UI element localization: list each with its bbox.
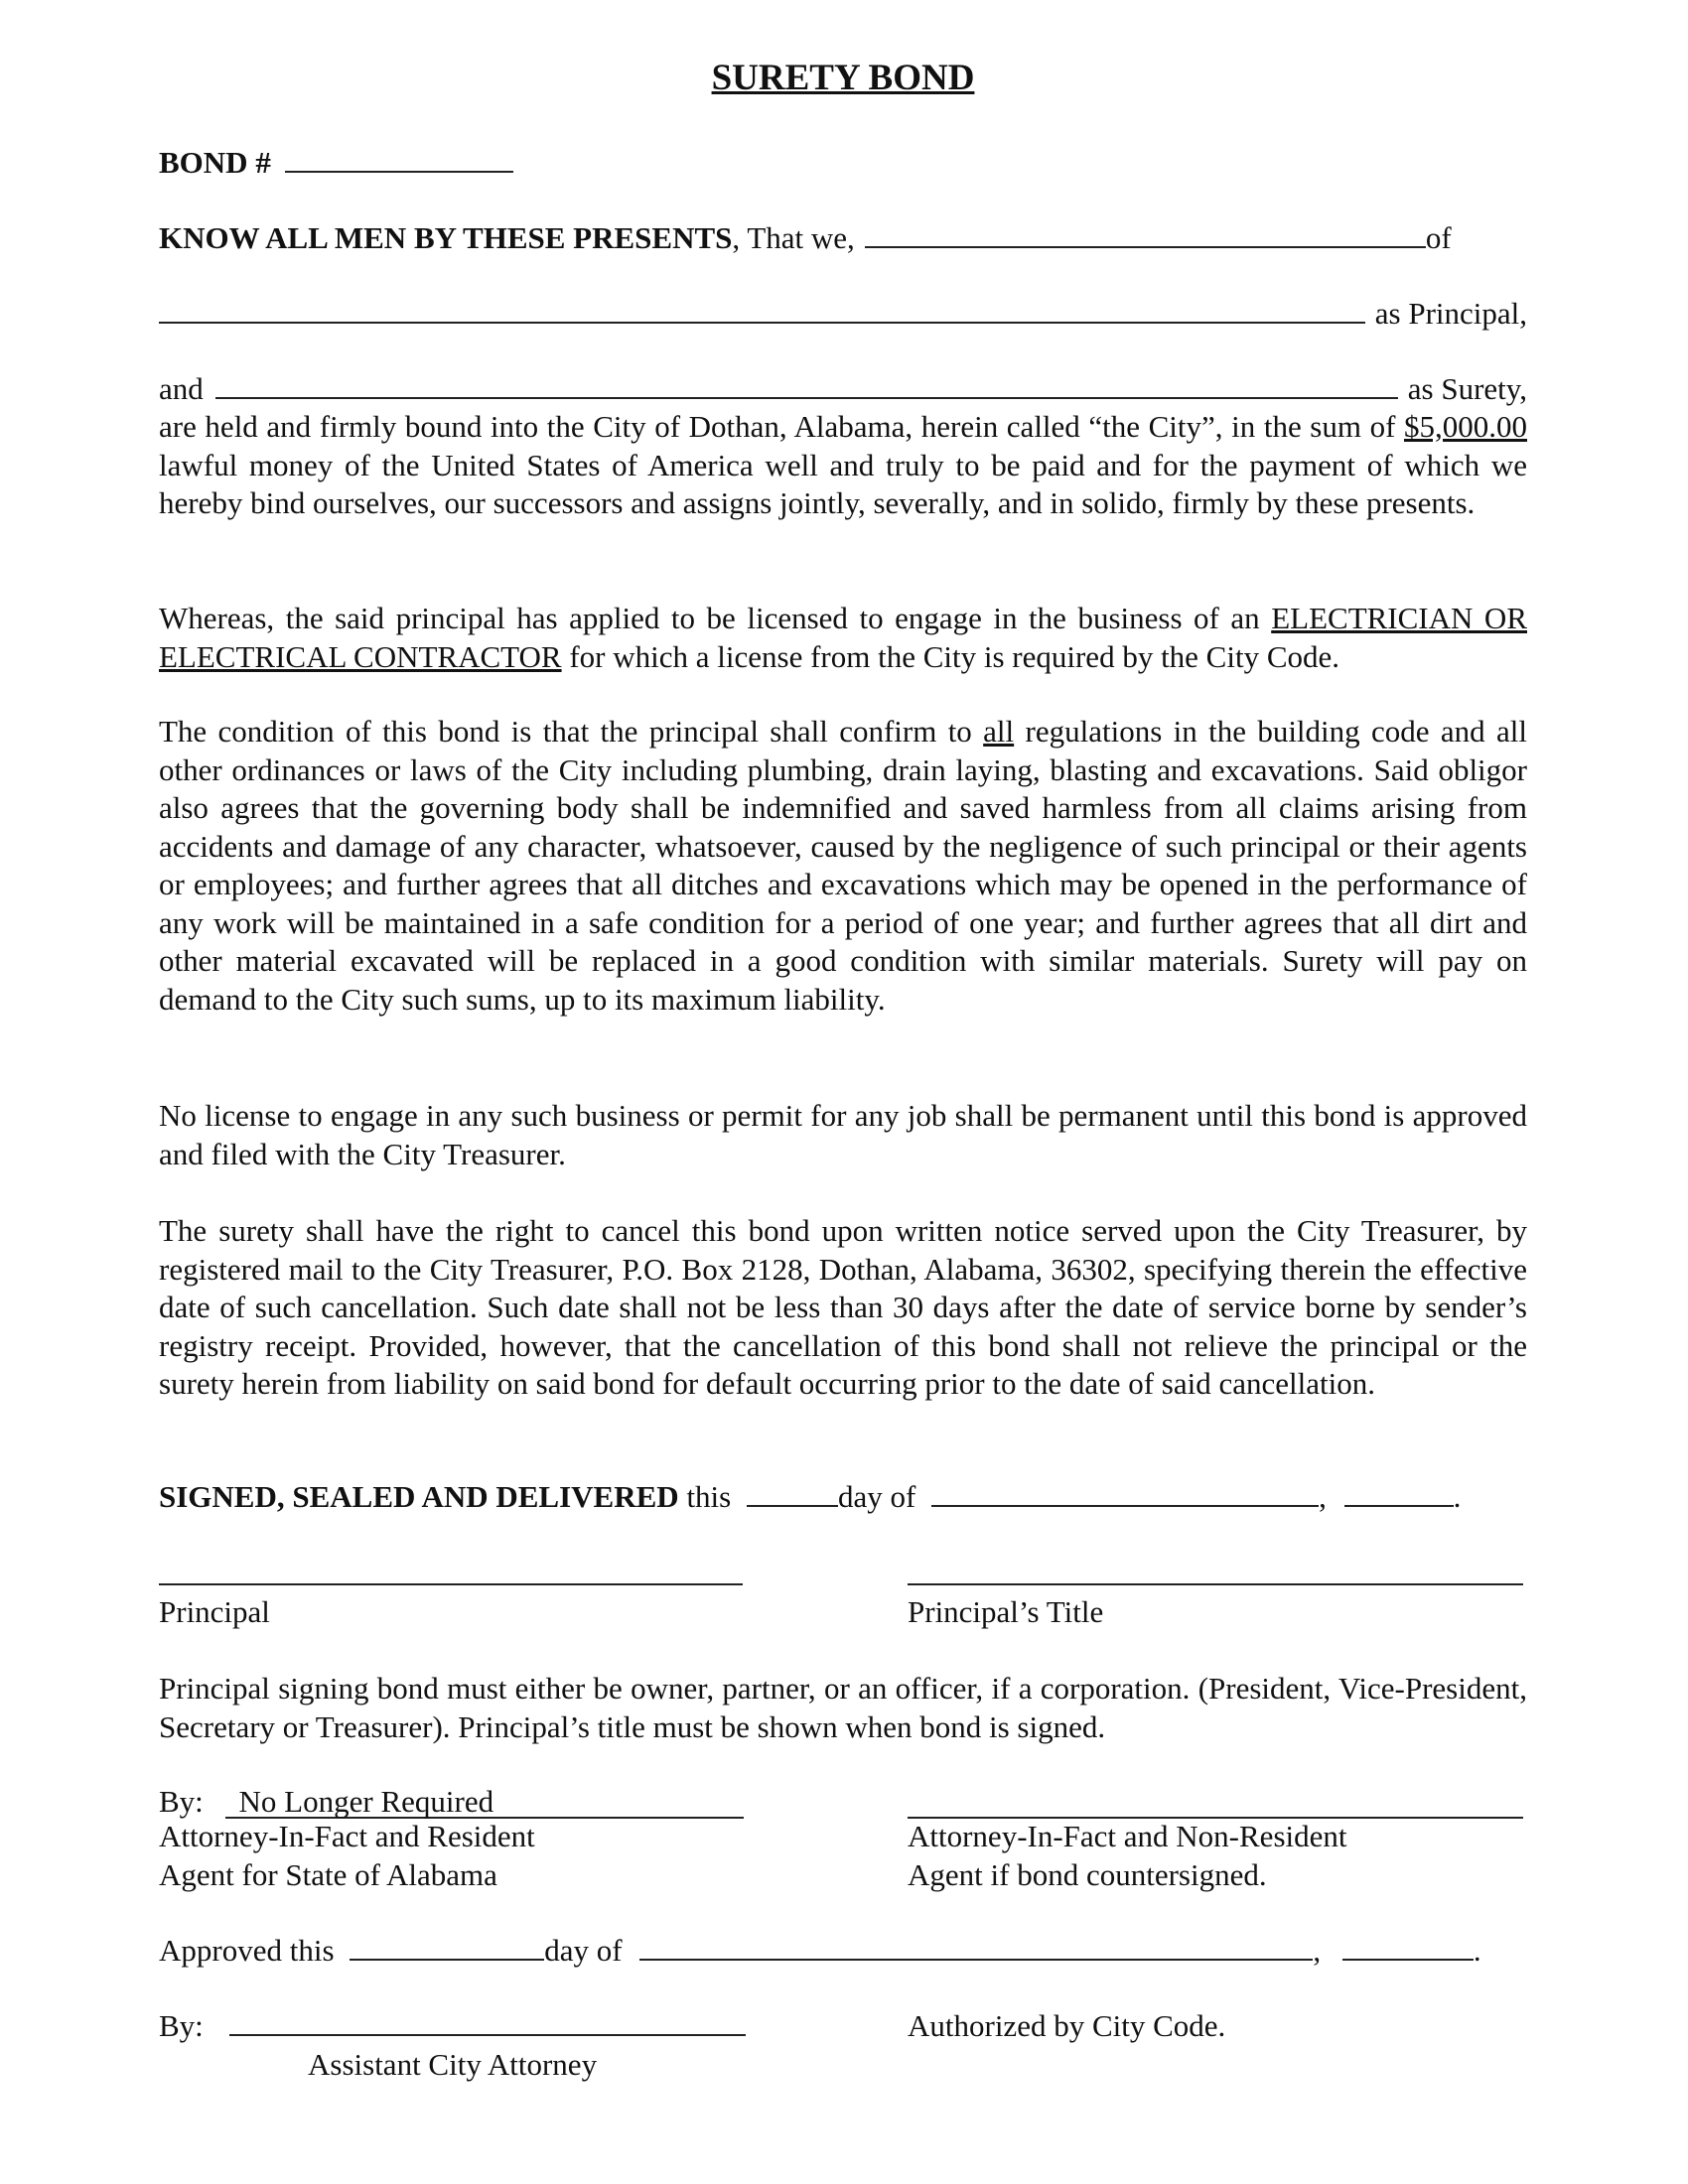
signed-row (159, 1478, 1527, 1517)
approved-comma: , (1313, 1933, 1322, 1968)
principal-name-field[interactable] (865, 245, 1426, 248)
signed-this: this (686, 1479, 732, 1514)
signed-heading: SIGNED, SEALED AND DELIVERED (159, 1479, 679, 1514)
signed-comma: , (1319, 1479, 1327, 1514)
principal-signature-line[interactable] (159, 1583, 743, 1585)
as-surety-text: as Surety, (1407, 371, 1527, 406)
assistant-city-attorney-label: Assistant City Attorney (308, 2047, 598, 2082)
bound-text-rest: lawful money of the United States of America well and truly to be paid and for the payment of which we hereby bind ourselves, our successors and assigns jointly, severally, and in solido, firmly by these presents. (159, 447, 1527, 520)
principal-note-paragraph: Principal signing bond must either be owner, partner, or an officer, if a corporation. (President, Vice-President, Secretary or Treasurer). Principal’s title must be shown when bond is signed. (159, 1671, 1527, 1744)
condition-text: The condition of this bond is that the principal shall confirm to (159, 714, 972, 749)
bond-number-label: BOND # (159, 145, 271, 180)
by-resident-row (159, 1783, 744, 1822)
whereas-text-end: for which a license from the City is required by the City Code. (569, 638, 1340, 674)
signed-period: . (1453, 1479, 1462, 1514)
signed-day-field[interactable] (747, 1504, 838, 1507)
resident-line1: Attorney-In-Fact and Resident (159, 1819, 535, 1853)
by-label: By: (159, 1784, 204, 1819)
bond-number-field[interactable] (285, 170, 513, 173)
approved-day-field[interactable] (350, 1958, 544, 1961)
approved-this: Approved this (159, 1933, 335, 1968)
principal-label: Principal (159, 1594, 270, 1629)
surety-name-field[interactable] (215, 396, 1398, 399)
attorney-signature-field[interactable] (229, 2033, 746, 2036)
know-all-row (159, 219, 1527, 258)
know-all-heading: KNOW ALL MEN BY THESE PRESENTS (159, 220, 733, 255)
and-word: and (159, 371, 204, 406)
approved-period: . (1473, 1933, 1481, 1968)
principal-title-label: Principal’s Title (908, 1594, 1104, 1629)
bond-amount: $5,000.00 (1404, 409, 1527, 444)
signed-month-field[interactable] (931, 1504, 1319, 1507)
principal-title-line[interactable] (908, 1583, 1523, 1585)
principal-address-row (159, 295, 1527, 334)
license-type: ELECTRICIAN OR ELECTRICAL CONTRACTOR (159, 601, 1527, 674)
cancellation-paragraph: The surety shall have the right to cancel this bond upon written notice served upon the City Treasurer, by registered mail to the City Treasurer, P.O. Box 2128, Dothan, Alabama, 36302, specifying therein the effective date of such cancellation. Such date shall not be less than 30 days after the date of service borne by sender’s registry receipt. Provided, however, that the cancellation of this bond shall not relieve the principal or the surety herein from liability on said bond for default occurring prior to the date of said cancellation. (159, 1213, 1527, 1401)
nonresident-line1: Attorney-In-Fact and Non-Resident (908, 1819, 1347, 1853)
authorized-text: Authorized by City Code. (908, 2008, 1226, 2043)
approved-dayof: day of (544, 1933, 623, 1968)
approved-month-field[interactable] (639, 1958, 1313, 1961)
condition-paragraph (159, 713, 1527, 1019)
surety-row (159, 370, 1527, 409)
condition-all: all (983, 714, 1015, 749)
by2-label: By: (159, 2008, 204, 2043)
bound-paragraph (159, 408, 1527, 523)
bound-text: are held and firmly bound into the City of Dothan, Alabama, herein called “the City”, in the sum of (159, 409, 1396, 444)
approved-row (159, 1932, 1527, 1971)
nonresident-line2: Agent if bond countersigned. (908, 1857, 1267, 1892)
signed-dayof: day of (837, 1479, 916, 1514)
condition-text-rest: regulations in the building code and all other ordinances or laws of the City including plumbing, drain laying, blasting and excavations. Said obligor also agrees that the governing body shall be indemnified and saved harmless from all claims arising from accidents and damage of any character, whatsoever, caused by the negligence of such principal or their agents or employees; and further agrees that all ditches and excavations which may be opened in the performance of any work will be maintained in a safe condition for a period of one year; and further agrees that all dirt and other material excavated will be replaced in a good condition with similar materials. Surety will pay on demand to the City such sums, up to its maximum liability. (159, 714, 1527, 1017)
document-page (159, 0, 1527, 2184)
whereas-paragraph (159, 600, 1527, 676)
whereas-text: Whereas, the said principal has applied to be licensed to engage in the business of an (159, 601, 1260, 635)
by-attorney-row (159, 2007, 746, 2046)
signed-year-field[interactable] (1344, 1504, 1454, 1507)
document-title: SURETY BOND (711, 58, 975, 98)
principal-address-field[interactable] (159, 321, 1365, 324)
license-paragraph: No license to engage in any such business or permit for any job shall be permanent until this bond is approved and filed with the City Treasurer. (159, 1098, 1527, 1171)
as-principal-text: as Principal, (1374, 296, 1527, 331)
resident-line2: Agent for State of Alabama (159, 1857, 497, 1892)
of-word: of (1425, 220, 1452, 255)
bond-number-row (159, 144, 1527, 183)
by-resident-field[interactable]: No Longer Required (225, 1787, 744, 1819)
approved-year-field[interactable] (1342, 1958, 1474, 1961)
know-all-text: , That we, (732, 220, 855, 255)
